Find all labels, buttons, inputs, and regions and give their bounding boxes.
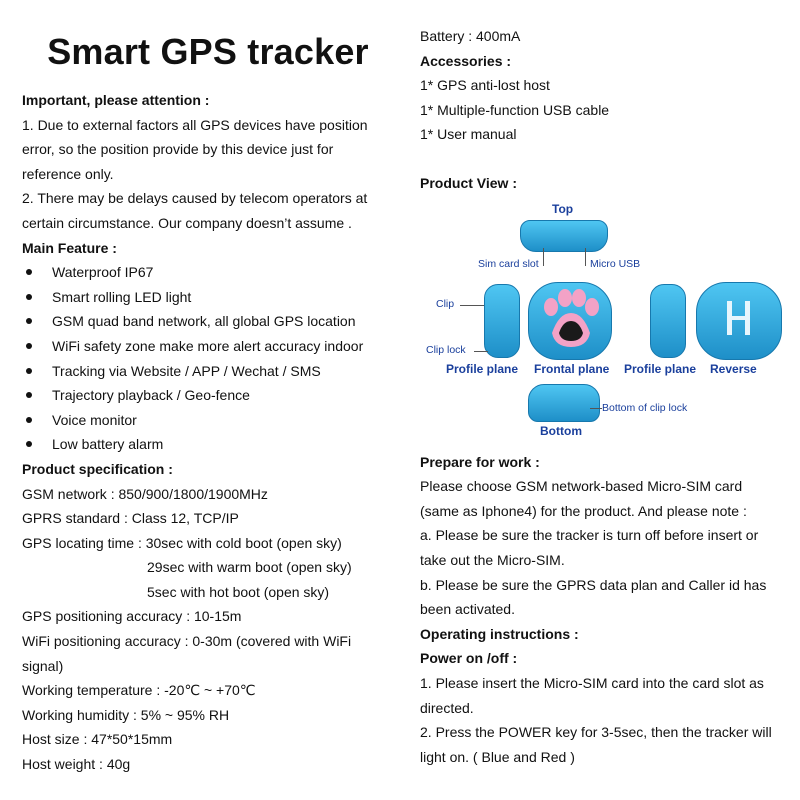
label-reverse: Reverse xyxy=(710,361,757,376)
prepare-line: Please choose GSM network-based Micro-SIM card xyxy=(420,478,743,495)
feature-item: Tracking via Website / APP / Wechat / SMS xyxy=(22,359,394,384)
label-top: Top xyxy=(552,201,574,216)
feature-item: Smart rolling LED light xyxy=(22,285,394,310)
feature-item: Waterproof IP67 xyxy=(22,260,394,285)
label-micro-usb: Micro USB xyxy=(590,257,641,270)
spec-gps-accuracy: GPS positioning accuracy : 10-15m xyxy=(22,608,242,625)
spec-humidity: Working humidity : 5% ~ 95% RH xyxy=(22,706,230,723)
label-bottom: Bottom xyxy=(540,423,582,438)
device-frontal xyxy=(528,282,612,360)
prepare-line: b. Please be sure the GPRS data plan and Caller id has xyxy=(420,576,767,593)
prepare-heading: Prepare for work : xyxy=(420,453,540,470)
power-line: light on. ( Blue and Red ) xyxy=(420,748,575,765)
spec-size: Host size : 47*50*15mm xyxy=(22,731,173,748)
power-line: directed. xyxy=(420,699,474,716)
device-profile-right xyxy=(650,284,686,358)
label-clip-lock: Clip lock xyxy=(426,343,466,356)
spec-gsm: GSM network : 850/900/1800/1900MHz xyxy=(22,485,268,502)
accessories-heading: Accessories : xyxy=(420,52,512,69)
power-line: 1. Please insert the Micro-SIM card into the card slot as xyxy=(420,674,764,691)
prepare-line: take out the Micro-SIM. xyxy=(420,551,565,568)
attention-line: 1. Due to external factors all GPS devices have position xyxy=(22,116,368,133)
attention-heading: Important, please attention : xyxy=(22,92,210,108)
spec-gps-time: 29sec with warm boot (open sky) xyxy=(147,559,352,576)
spec-gprs: GPRS standard : Class 12, TCP/IP xyxy=(22,510,239,527)
feature-item: GSM quad band network, all global GPS location xyxy=(22,309,394,334)
spec-temperature: Working temperature : -20℃ ~ +70℃ xyxy=(22,682,256,699)
spec-gps-time: GPS locating time : 30sec with cold boot (open sky) xyxy=(22,534,342,551)
label-sim-card-slot: Sim card slot xyxy=(478,257,539,270)
power-line: 2. Press the POWER key for 3-5sec, then the tracker will xyxy=(420,724,772,741)
left-column xyxy=(22,0,394,777)
device-bottom-view xyxy=(528,384,600,422)
attention-line: certain circumstance. Our company doesn’t assume . xyxy=(22,214,352,231)
accessory-item: 1* GPS anti-lost host xyxy=(420,77,550,94)
right-column xyxy=(420,0,790,769)
product-view-heading: Product View : xyxy=(420,174,517,191)
feature-item: Trajectory playback / Geo-fence xyxy=(22,383,394,408)
label-profile-plane-2: Profile plane xyxy=(624,361,697,376)
accessory-item: 1* User manual xyxy=(420,126,517,143)
label-clip: Clip xyxy=(436,297,455,310)
page-title: Smart GPS tracker xyxy=(47,31,369,72)
prepare-line: been activated. xyxy=(420,601,515,618)
clip-back-icon xyxy=(697,283,781,359)
product-view-figure xyxy=(420,198,790,450)
feature-heading: Main Feature : xyxy=(22,239,117,256)
attention-line: error, so the position provide by this device just for xyxy=(22,141,334,158)
device-profile-left xyxy=(484,284,520,358)
spec-weight: Host weight : 40g xyxy=(22,756,131,773)
prepare-line: (same as Iphone4) for the product. And please note : xyxy=(420,502,747,519)
prepare-line: a. Please be sure the tracker is turn off before insert or xyxy=(420,527,759,544)
accessory-item: 1* Multiple-function USB cable xyxy=(420,101,610,118)
label-frontal-plane: Frontal plane xyxy=(534,361,610,376)
feature-item: WiFi safety zone make more alert accuracy indoor xyxy=(22,334,394,359)
attention-line: reference only. xyxy=(22,165,114,182)
operating-heading: Operating instructions : xyxy=(420,625,579,642)
spec-wifi-accuracy: signal) xyxy=(22,657,64,674)
paw-icon xyxy=(529,283,611,359)
label-bottom-of-clip-lock: Bottom of clip lock xyxy=(602,401,688,414)
spec-wifi-accuracy: WiFi positioning accuracy : 0-30m (covered with WiFi xyxy=(22,633,352,650)
power-heading: Power on /off : xyxy=(420,650,518,667)
battery-spec: Battery : 400mA xyxy=(420,28,521,44)
device-top-view xyxy=(520,220,608,252)
feature-item: Low battery alarm xyxy=(22,432,394,457)
attention-line: 2. There may be delays caused by telecom operators at xyxy=(22,190,368,207)
feature-item: Voice monitor xyxy=(22,408,394,433)
label-profile-plane-1: Profile plane xyxy=(446,361,519,376)
device-reverse xyxy=(696,282,782,360)
spec-gps-time: 5sec with hot boot (open sky) xyxy=(147,583,330,600)
spec-heading: Product specification : xyxy=(22,460,173,477)
